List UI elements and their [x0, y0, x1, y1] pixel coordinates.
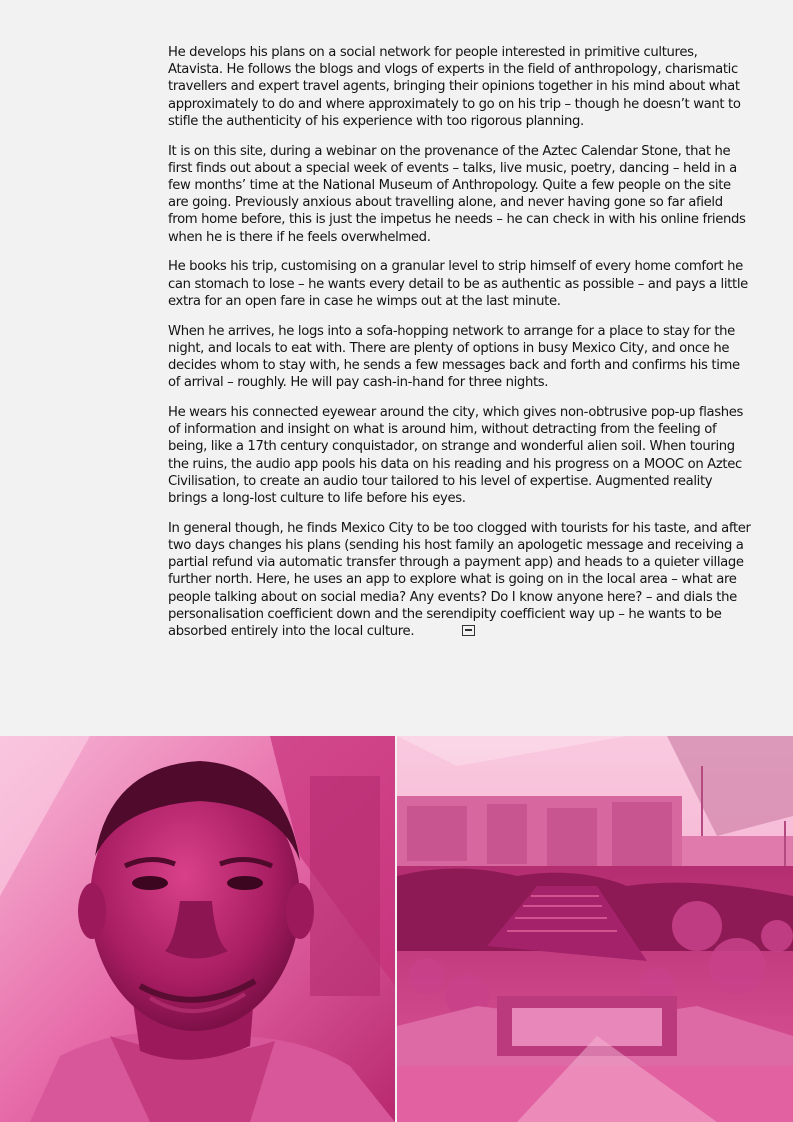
- paragraph-1: He develops his plans on a social network for people interested in primitive cultures, Atavista. He follows the blogs and vlogs of experts in the field of anthropology, charismatic travellers and expert travel agents, bringing their opinions together in his mind about what approximately to do and where approximately to go on his trip – though he doesn’t want to stifle the authenticity of his experience with too rigorous planning.: [168, 45, 741, 129]
- paragraph-4: When he arrives, he logs into a sofa-hopping network to arrange for a place to stay for the night, and locals to eat with. There are plenty of options in busy Mexico City, and once he decides whom to stay with, he sends a few messages back and forth and confirms his time of arrival – roughly. He will pay cash-in-hand for three nights.: [168, 323, 740, 391]
- portrait-photo: [0, 736, 395, 1122]
- paragraph-6-text: In general though, he finds Mexico City to be too clogged with tourists for his taste, and after two days changes his plans (sending his host family an apologetic message and receiving a partial refund via automatic transfer through a payment app) and heads to a quieter village further north. Here, he uses an app to explore what is going on in the local area – what are people talking about on social media? Any events? Do I know anyone here? – and dials the personalisation coefficient down and the serendipity coefficient way up – he wants to be absorbed entirely into the local culture.: [168, 520, 751, 640]
- paragraph-2: It is on this site, during a webinar on the provenance of the Aztec Calendar Stone, that he first finds out about a special week of events – talks, live music, poetry, dancing – held in a few months’ time at the National Museum of Anthropology. Quite a few people on the site are going. Previously anxious about travelling alone, and never having gone so far afield from home before, this is just the impetus he needs – he can check in with his online friends when he is there if he feels overwhelmed.: [168, 143, 746, 245]
- paragraph-5: He wears his connected eyewear around the city, which gives non-obtrusive pop-up flashes of information and insight on what is around him, without detracting from the feeling of being, like a 17th century conquistador, on strange and wonderful alien soil. When touring the ruins, the audio app pools his data on his reading and his progress on a MOOC on Aztec Civilisation, to create an audio tour tailored to his level of expertise. Augmented reality brings a long-lost culture to life before his eyes.: [168, 405, 744, 507]
- end-of-article-icon: [462, 625, 475, 636]
- paragraph-6: [168, 520, 753, 640]
- paragraph-3: He books his trip, customising on a granular level to strip himself of every home comfort he can stomach to lose – he wants every detail to be as authentic as possible – and pays a little extra for an open fare in case he wimps out at the last minute.: [168, 259, 748, 309]
- article-body: [168, 44, 753, 653]
- ruins-photo: [397, 736, 793, 1122]
